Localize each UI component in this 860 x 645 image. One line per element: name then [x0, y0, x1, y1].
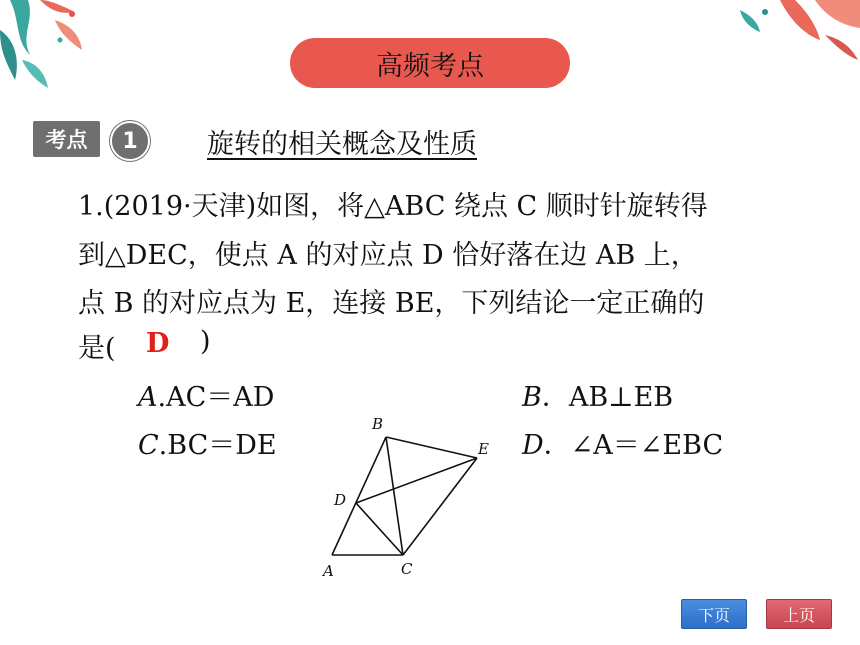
option-b-text: AB⊥EB: [568, 382, 674, 413]
option-c-text: BC＝DE: [167, 430, 277, 461]
option-d-text: ∠A＝∠EBC: [570, 430, 724, 461]
option-c-letter: C: [138, 430, 159, 461]
option-d-letter: D: [522, 430, 544, 461]
option-c[interactable]: C.BC＝DE: [138, 430, 277, 461]
label-a: A: [323, 562, 334, 580]
segment-bc: [386, 437, 403, 555]
segment-be: [386, 437, 477, 458]
leaf-decoration-left-icon: [0, 0, 110, 95]
next-page-button[interactable]: 下页: [681, 599, 747, 629]
label-c: C: [401, 560, 413, 578]
answer-text: D: [146, 328, 170, 359]
prev-page-button[interactable]: 上页: [766, 599, 832, 629]
option-b[interactable]: B．AB⊥EB: [522, 382, 674, 413]
label-b: B: [372, 415, 384, 433]
option-a-text: AC＝AD: [166, 382, 275, 413]
option-d[interactable]: D．∠A＝∠EBC: [522, 430, 724, 461]
section-number: 1: [110, 121, 150, 161]
option-a[interactable]: A.AC＝AD: [138, 382, 275, 413]
option-a-letter: A: [138, 382, 158, 413]
geometry-diagram: [315, 405, 505, 585]
leaf-decoration-right-icon: [720, 0, 860, 80]
label-e: E: [478, 440, 489, 458]
question-line-4: 是(: [78, 333, 116, 364]
question-close-paren: ): [200, 326, 211, 357]
section-heading: 旋转的相关概念及性质: [207, 129, 477, 160]
label-d: D: [334, 491, 347, 509]
option-b-letter: B: [522, 382, 542, 413]
question-line-1: 1.(2019·天津)如图，将△ABC 绕点 C 顺时针旋转得: [78, 191, 708, 222]
section-badge: 考点: [33, 121, 100, 157]
question-line-3: 点 B 的对应点为 E，连接 BE，下列结论一定正确的: [78, 288, 705, 319]
header-title: 高频考点: [290, 38, 570, 88]
question-line-2: 到△DEC，使点 A 的对应点 D 恰好落在边 AB 上，: [78, 240, 698, 271]
